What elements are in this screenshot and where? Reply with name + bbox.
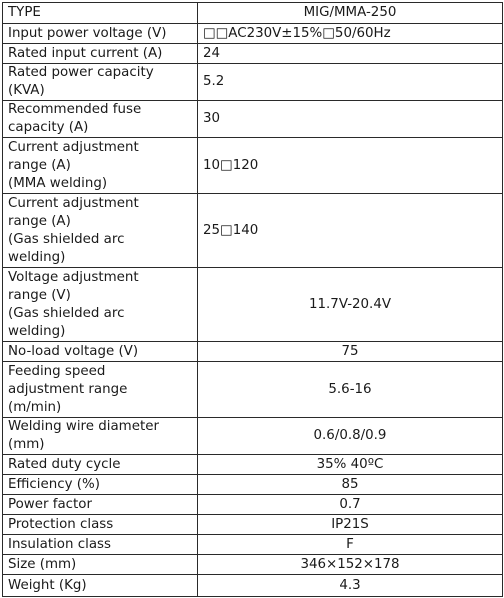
table-row: [3, 268, 503, 342]
row-label-input-current: Rated input current (A): [3, 44, 198, 64]
table-row: [3, 24, 503, 44]
table-row: [3, 555, 503, 575]
table-row: [3, 475, 503, 495]
row-value-efficiency: 85: [198, 475, 503, 495]
spec-table-body: [3, 3, 503, 597]
row-value-type: MIG/MMA-250: [198, 3, 503, 24]
row-value-size: 346×152×178: [198, 555, 503, 575]
row-value-power-factor: 0.7: [198, 495, 503, 515]
row-value-current-gas: 25□140: [198, 194, 503, 268]
table-row: [3, 362, 503, 418]
row-label-input-voltage: Input power voltage (V): [3, 24, 198, 44]
row-label-type: TYPE: [3, 3, 198, 24]
table-row: [3, 418, 503, 455]
row-label-efficiency: Efficiency (%): [3, 475, 198, 495]
row-value-current-mma: 10□120: [198, 138, 503, 194]
row-value-no-load-voltage: 75: [198, 342, 503, 362]
table-row: [3, 101, 503, 138]
row-label-voltage-gas: Voltage adjustment range (V) (Gas shielded arc welding): [3, 268, 198, 342]
row-value-input-current: 24: [198, 44, 503, 64]
table-row: [3, 44, 503, 64]
table-row: [3, 575, 503, 597]
row-label-insulation-class: Insulation class: [3, 535, 198, 555]
table-row: [3, 3, 503, 24]
spec-table: [2, 2, 503, 597]
row-value-fuse-capacity: 30: [198, 101, 503, 138]
row-label-wire-diameter: Welding wire diameter (mm): [3, 418, 198, 455]
row-value-input-voltage: □□AC230V±15%□50/60Hz: [198, 24, 503, 44]
row-value-feeding-speed: 5.6-16: [198, 362, 503, 418]
row-value-insulation-class: F: [198, 535, 503, 555]
row-label-no-load-voltage: No-load voltage (V): [3, 342, 198, 362]
table-row: [3, 342, 503, 362]
table-row: [3, 64, 503, 101]
row-label-duty-cycle: Rated duty cycle: [3, 455, 198, 475]
row-label-protection-class: Protection class: [3, 515, 198, 535]
table-row: [3, 535, 503, 555]
row-value-power-capacity: 5.2: [198, 64, 503, 101]
row-value-protection-class: IP21S: [198, 515, 503, 535]
row-label-weight: Weight (Kg): [3, 575, 198, 597]
table-row: [3, 138, 503, 194]
table-row: [3, 455, 503, 475]
row-label-power-capacity: Rated power capacity (KVA): [3, 64, 198, 101]
row-value-weight: 4.3: [198, 575, 503, 597]
row-value-wire-diameter: 0.6/0.8/0.9: [198, 418, 503, 455]
row-label-current-mma: Current adjustment range (A) (MMA welding): [3, 138, 198, 194]
row-label-current-gas: Current adjustment range (A) (Gas shielded arc welding): [3, 194, 198, 268]
row-value-voltage-gas: 11.7V-20.4V: [198, 268, 503, 342]
table-row: [3, 194, 503, 268]
row-value-duty-cycle: 35% 40ºC: [198, 455, 503, 475]
row-label-fuse-capacity: Recommended fuse capacity (A): [3, 101, 198, 138]
row-label-feeding-speed: Feeding speed adjustment range (m/min): [3, 362, 198, 418]
table-row: [3, 515, 503, 535]
row-label-power-factor: Power factor: [3, 495, 198, 515]
table-row: [3, 495, 503, 515]
row-label-size: Size (mm): [3, 555, 198, 575]
